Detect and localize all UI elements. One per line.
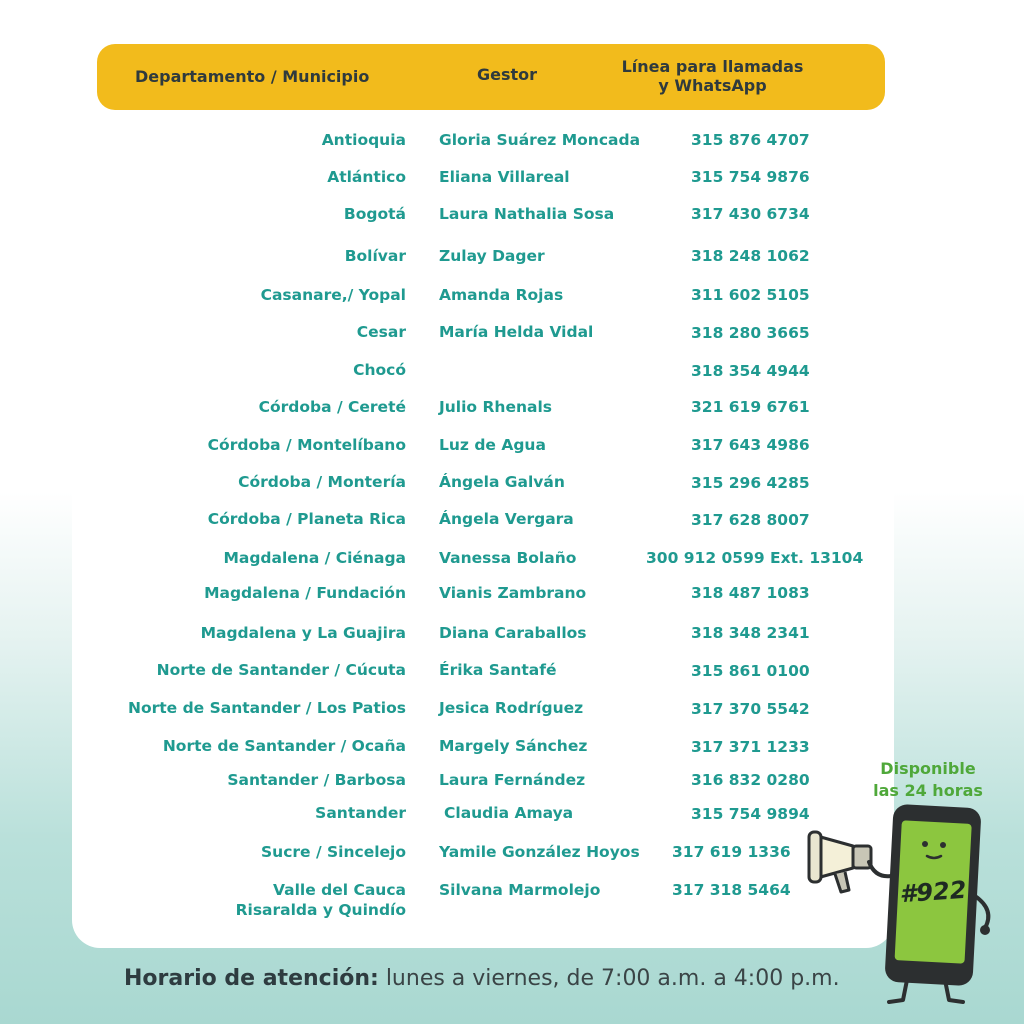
row-departamento: Antioquia xyxy=(321,131,406,149)
row-gestor: Yamile González Hoyos xyxy=(439,843,640,861)
row-gestor: Luz de Agua xyxy=(439,436,546,454)
row-telefono: 315 754 9894 xyxy=(691,805,810,823)
row-departamento: Casanare,/ Yopal xyxy=(260,286,406,304)
row-departamento: Atlántico xyxy=(327,168,406,186)
row-gestor: Silvana Marmolejo xyxy=(439,881,601,899)
row-telefono: 315 296 4285 xyxy=(691,474,810,492)
row-telefono: 318 348 2341 xyxy=(691,624,810,642)
row-gestor: Ángela Vergara xyxy=(439,510,574,528)
row-telefono: 311 602 5105 xyxy=(691,286,810,304)
row-gestor: Gloria Suárez Moncada xyxy=(439,131,641,149)
row-departamento: Norte de Santander / Ocaña xyxy=(162,737,406,755)
header-gestor: Gestor xyxy=(477,65,538,84)
row-departamento: Magdalena / Fundación xyxy=(204,584,406,602)
schedule-footer xyxy=(124,966,840,991)
row-gestor: Margely Sánchez xyxy=(439,737,588,755)
row-departamento: Sucre / Sincelejo xyxy=(261,843,406,861)
badge-line2: las 24 horas xyxy=(873,781,983,800)
row-departamento: Cesar xyxy=(356,323,406,341)
header-linea-line1: Línea para llamadas xyxy=(621,57,804,76)
row-telefono: 316 832 0280 xyxy=(691,771,810,789)
row-departamento: Córdoba / Cereté xyxy=(258,398,406,416)
row-telefono: 315 861 0100 xyxy=(691,662,810,680)
mascot-screen-text: #922 xyxy=(898,875,968,909)
row-telefono: 300 912 0599 Ext. 13104 xyxy=(646,549,864,567)
row-gestor: Amanda Rojas xyxy=(439,286,564,304)
row-gestor: Eliana Villareal xyxy=(439,168,570,186)
row-gestor: Ángela Galván xyxy=(439,473,565,491)
row-telefono: 317 371 1233 xyxy=(691,738,810,756)
row-gestor: Zulay Dager xyxy=(439,247,545,265)
row-departamento-line2: Risaralda y Quindío xyxy=(235,901,406,919)
row-departamento: Bogotá xyxy=(343,205,406,223)
header-departamento: Departamento / Municipio xyxy=(135,67,370,86)
row-gestor: Diana Caraballos xyxy=(439,624,587,642)
row-telefono: 317 318 5464 xyxy=(672,881,791,899)
megaphone-icon xyxy=(809,832,871,892)
header-linea xyxy=(600,57,825,95)
row-gestor: Julio Rhenals xyxy=(439,398,552,416)
row-telefono: 317 370 5542 xyxy=(691,700,810,718)
row-departamento: Córdoba / Planeta Rica xyxy=(207,510,406,528)
header-linea-line2: y WhatsApp xyxy=(658,76,767,95)
row-departamento: Norte de Santander / Los Patios xyxy=(127,699,406,717)
row-departamento: Magdalena / Ciénaga xyxy=(223,549,406,567)
availability-badge xyxy=(862,758,994,802)
row-departamento: Chocó xyxy=(353,361,406,379)
row-telefono: 321 619 6761 xyxy=(691,398,810,416)
row-departamento: Valle del Cauca xyxy=(273,881,406,899)
row-departamento: Santander / Barbosa xyxy=(227,771,406,789)
row-telefono: 315 754 9876 xyxy=(691,168,810,186)
row-telefono: 317 643 4986 xyxy=(691,436,810,454)
row-gestor: Claudia Amaya xyxy=(444,804,574,822)
row-gestor: Jesica Rodríguez xyxy=(439,699,584,717)
row-departamento: Norte de Santander / Cúcuta xyxy=(156,661,406,679)
schedule-text: lunes a viernes, de 7:00 a.m. a 4:00 p.m. xyxy=(378,966,840,991)
badge-line1: Disponible xyxy=(880,759,976,778)
row-gestor: Laura Fernández xyxy=(439,771,586,789)
row-telefono: 317 430 6734 xyxy=(691,205,810,223)
row-telefono: 317 628 8007 xyxy=(691,511,810,529)
row-departamento: Bolívar xyxy=(344,247,406,265)
row-gestor: Laura Nathalia Sosa xyxy=(439,205,615,223)
row-gestor: Vanessa Bolaño xyxy=(439,549,577,567)
row-gestor: Vianis Zambrano xyxy=(439,584,587,602)
row-telefono: 318 280 3665 xyxy=(691,324,810,342)
row-gestor: María Helda Vidal xyxy=(439,323,594,341)
row-departamento: Córdoba / Montería xyxy=(238,473,406,491)
row-gestor: Érika Santafé xyxy=(439,661,557,679)
row-departamento: Córdoba / Montelíbano xyxy=(207,436,406,454)
row-telefono: 315 876 4707 xyxy=(691,131,810,149)
row-telefono: 317 619 1336 xyxy=(672,843,791,861)
row-telefono: 318 248 1062 xyxy=(691,247,810,265)
row-departamento: Magdalena y La Guajira xyxy=(200,624,406,642)
schedule-label: Horario de atención: xyxy=(124,966,379,991)
row-telefono: 318 354 4944 xyxy=(691,362,810,380)
row-departamento: Santander xyxy=(315,804,406,822)
row-telefono: 318 487 1083 xyxy=(691,584,810,602)
